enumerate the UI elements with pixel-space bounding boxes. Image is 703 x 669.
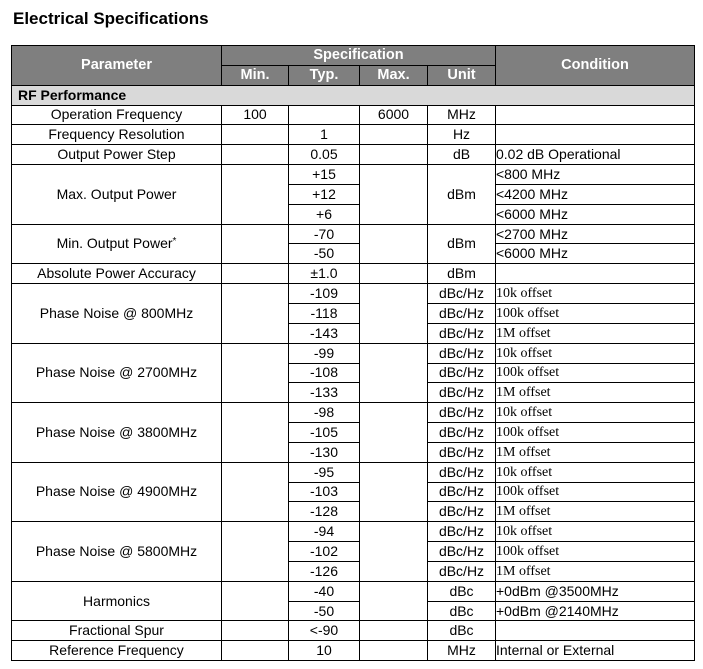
condition-cell: +0dBm @3500MHz [496, 581, 695, 601]
min-cell [222, 641, 289, 661]
max-cell [360, 165, 428, 225]
max-cell [360, 522, 428, 582]
max-cell: 6000 [360, 105, 428, 125]
param-cell: Max. Output Power [12, 165, 222, 225]
condition-cell: 10k offset [496, 462, 695, 482]
max-cell [360, 145, 428, 165]
min-cell [222, 145, 289, 165]
unit-cell: dBm [428, 224, 496, 264]
condition-cell: 1M offset [496, 442, 695, 462]
min-cell: 100 [222, 105, 289, 125]
table-header [12, 46, 695, 86]
unit-cell: dBc/Hz [428, 363, 496, 383]
min-cell [222, 284, 289, 344]
condition-cell: 10k offset [496, 284, 695, 304]
param-label: Min. Output Power [56, 235, 173, 252]
param-cell: Phase Noise @ 4900MHz [12, 462, 222, 522]
param-cell: Frequency Resolution [12, 125, 222, 145]
table-row [12, 581, 695, 601]
unit-cell: dBc/Hz [428, 323, 496, 343]
min-cell [222, 403, 289, 463]
param-cell: Reference Frequency [12, 641, 222, 661]
condition-cell [496, 264, 695, 284]
typ-cell: -109 [289, 284, 360, 304]
table-row [12, 522, 695, 542]
unit-cell: dBc [428, 621, 496, 641]
unit-cell: dBc/Hz [428, 462, 496, 482]
min-cell [222, 462, 289, 522]
header-typ: Typ. [289, 65, 360, 85]
typ-cell: +6 [289, 204, 360, 224]
condition-cell: Internal or External [496, 641, 695, 661]
unit-cell: dBc/Hz [428, 522, 496, 542]
header-condition: Condition [496, 46, 695, 86]
condition-cell: <6000 MHz [496, 204, 695, 224]
unit-cell: dBc/Hz [428, 343, 496, 363]
header-unit: Unit [428, 65, 496, 85]
condition-cell: 100k offset [496, 423, 695, 443]
min-cell [222, 522, 289, 582]
param-cell: Output Power Step [12, 145, 222, 165]
min-cell [222, 224, 289, 264]
condition-cell [496, 621, 695, 641]
typ-cell: -118 [289, 303, 360, 323]
section-title: RF Performance [12, 85, 695, 105]
unit-cell: dBc/Hz [428, 542, 496, 562]
condition-cell: 1M offset [496, 502, 695, 522]
condition-cell: <4200 MHz [496, 184, 695, 204]
max-cell [360, 125, 428, 145]
min-cell [222, 165, 289, 225]
condition-cell: 10k offset [496, 343, 695, 363]
unit-cell: dBc/Hz [428, 284, 496, 304]
unit-cell: dBc/Hz [428, 502, 496, 522]
condition-cell: 10k offset [496, 522, 695, 542]
param-cell: Operation Frequency [12, 105, 222, 125]
table-row [12, 264, 695, 284]
param-cell [12, 224, 222, 264]
min-cell [222, 343, 289, 403]
unit-cell: dBc [428, 601, 496, 621]
typ-cell: -95 [289, 462, 360, 482]
condition-cell: <2700 MHz [496, 224, 695, 244]
table-row [12, 403, 695, 423]
condition-cell [496, 125, 695, 145]
typ-cell: 1 [289, 125, 360, 145]
condition-cell: 100k offset [496, 363, 695, 383]
table-row [12, 641, 695, 661]
param-cell: Absolute Power Accuracy [12, 264, 222, 284]
unit-cell: dBc/Hz [428, 403, 496, 423]
unit-cell: dBc/Hz [428, 383, 496, 403]
unit-cell: dBc/Hz [428, 303, 496, 323]
typ-cell: -40 [289, 581, 360, 601]
table-row [12, 105, 695, 125]
typ-cell: -130 [289, 442, 360, 462]
typ-cell: -108 [289, 363, 360, 383]
table-row [12, 125, 695, 145]
typ-cell: -133 [289, 383, 360, 403]
condition-cell: 1M offset [496, 561, 695, 581]
param-cell: Fractional Spur [12, 621, 222, 641]
typ-cell [289, 105, 360, 125]
unit-cell: dB [428, 145, 496, 165]
condition-cell: 100k offset [496, 303, 695, 323]
typ-cell: -94 [289, 522, 360, 542]
typ-cell: +12 [289, 184, 360, 204]
table-row [12, 165, 695, 185]
unit-cell: dBc/Hz [428, 423, 496, 443]
typ-cell: -126 [289, 561, 360, 581]
header-min: Min. [222, 65, 289, 85]
condition-cell: 100k offset [496, 482, 695, 502]
min-cell [222, 621, 289, 641]
unit-cell: MHz [428, 105, 496, 125]
typ-cell: ±1.0 [289, 264, 360, 284]
typ-cell: -143 [289, 323, 360, 343]
spec-table [11, 45, 695, 661]
unit-cell: dBc/Hz [428, 561, 496, 581]
param-cell: Phase Noise @ 2700MHz [12, 343, 222, 403]
typ-cell: +15 [289, 165, 360, 185]
condition-cell: <6000 MHz [496, 244, 695, 264]
typ-cell: -70 [289, 224, 360, 244]
max-cell [360, 641, 428, 661]
section-row [12, 85, 695, 105]
typ-cell: -103 [289, 482, 360, 502]
unit-cell: dBc [428, 581, 496, 601]
min-cell [222, 264, 289, 284]
typ-cell: <-90 [289, 621, 360, 641]
param-cell: Phase Noise @ 3800MHz [12, 403, 222, 463]
table-row [12, 343, 695, 363]
typ-cell: -105 [289, 423, 360, 443]
footnote-marker: * [172, 236, 177, 248]
unit-cell: dBc/Hz [428, 482, 496, 502]
page-title: Electrical Specifications [13, 9, 209, 28]
condition-cell: 1M offset [496, 323, 695, 343]
typ-cell: -98 [289, 403, 360, 423]
max-cell [360, 462, 428, 522]
max-cell [360, 621, 428, 641]
header-specification: Specification [222, 46, 496, 66]
unit-cell: dBm [428, 165, 496, 225]
typ-cell: 10 [289, 641, 360, 661]
typ-cell: -99 [289, 343, 360, 363]
typ-cell: -102 [289, 542, 360, 562]
table-row [12, 224, 695, 244]
typ-cell: -128 [289, 502, 360, 522]
typ-cell: -50 [289, 601, 360, 621]
unit-cell: Hz [428, 125, 496, 145]
condition-cell: 10k offset [496, 403, 695, 423]
max-cell [360, 343, 428, 403]
max-cell [360, 264, 428, 284]
typ-cell: 0.05 [289, 145, 360, 165]
param-cell: Phase Noise @ 800MHz [12, 284, 222, 344]
min-cell [222, 125, 289, 145]
max-cell [360, 284, 428, 344]
table-row [12, 284, 695, 304]
param-cell: Phase Noise @ 5800MHz [12, 522, 222, 582]
max-cell [360, 581, 428, 621]
condition-cell: 1M offset [496, 383, 695, 403]
unit-cell: dBm [428, 264, 496, 284]
header-parameter: Parameter [12, 46, 222, 86]
table-row [12, 462, 695, 482]
table-row [12, 621, 695, 641]
unit-cell: dBc/Hz [428, 442, 496, 462]
condition-cell [496, 105, 695, 125]
condition-cell: 0.02 dB Operational [496, 145, 695, 165]
min-cell [222, 581, 289, 621]
typ-cell: -50 [289, 244, 360, 264]
max-cell [360, 403, 428, 463]
param-cell: Harmonics [12, 581, 222, 621]
condition-cell: 100k offset [496, 542, 695, 562]
max-cell [360, 224, 428, 264]
unit-cell: MHz [428, 641, 496, 661]
condition-cell: +0dBm @2140MHz [496, 601, 695, 621]
condition-cell: <800 MHz [496, 165, 695, 185]
header-max: Max. [360, 65, 428, 85]
table-row [12, 145, 695, 165]
